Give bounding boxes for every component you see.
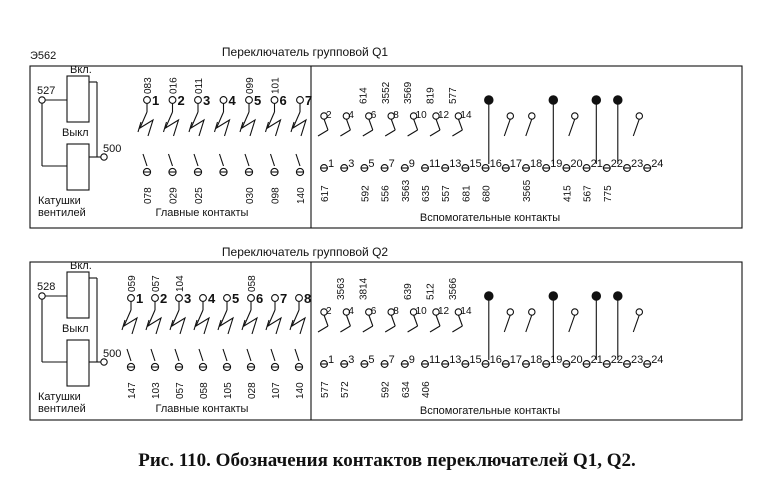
coil-on-label: Вкл. [70,260,92,272]
coil-off-box [67,340,89,386]
aux-contact-blade [363,326,373,332]
aux-contact-blade [430,326,440,332]
aux-contact-bottom-wire: 680 [481,185,493,202]
aux-contact-bottom-number: 21 [590,354,603,366]
main-contact-top-terminal [272,295,279,302]
aux-junction-node [485,292,493,300]
main-contact-bottom-wire: 029 [168,187,180,204]
panel-q2 [30,245,742,420]
aux-contact-bottom-number: 3 [348,354,355,366]
main-contact-lead [151,349,155,361]
main-contact-number: 7 [305,93,313,108]
main-contact-bottom-wire: 140 [296,187,307,204]
aux-contact-top-wire: 614 [358,87,370,104]
coil-caption-line-2: вентилей [38,403,86,415]
aux-contact-bottom-number: 5 [368,354,375,366]
aux-contact-blade [526,315,532,332]
aux-contact-bottom-number: 22 [610,158,624,170]
aux-contact-top-wire: 3569 [403,81,415,104]
main-contact-lead [175,349,179,361]
panel-corner-tag: Э562 [30,50,57,62]
aux-contact-top-wire: 512 [425,283,437,300]
aux-contact-top-number: 4 [348,110,354,121]
aux-junction-node [549,292,557,300]
aux-junction-node [614,96,622,104]
main-contact-blade [268,310,281,334]
main-contact-blade [148,310,161,334]
coil-caption-line-1: Катушки [38,391,81,403]
main-contact-top-terminal [128,295,135,302]
aux-contact-top-wire: 3566 [448,277,459,300]
main-contact-top-terminal [220,97,227,104]
aux-contact-top-number: 12 [438,306,450,317]
aux-contact-bottom-number: 17 [509,354,523,366]
aux-contact-top-terminal [636,309,642,315]
main-contact-lead [247,349,251,361]
coil-caption-line-1: Катушки [38,195,81,207]
aux-contact-top-number: 10 [415,110,427,121]
main-contact-bottom-wire: 140 [295,382,306,399]
aux-contact-blade [385,326,395,332]
coil-wire-label: 528 [37,281,56,293]
aux-contact-bottom-number: 5 [368,158,375,170]
main-contact-blade [293,112,306,136]
main-contact-number: 7 [280,291,288,306]
aux-contact-blade [633,119,639,136]
main-contact-top-wire: 059 [127,275,138,292]
main-contact-top-terminal [144,97,151,104]
main-contact-lead [220,154,224,166]
aux-contact-blade [430,130,440,136]
main-contact-top-terminal [271,97,278,104]
aux-contact-bottom-number: 17 [509,158,523,170]
main-contact-bottom-wire: 028 [247,382,258,399]
aux-contact-top-number: 10 [415,306,427,317]
aux-contact-top-wire: 819 [425,87,437,104]
aux-contact-bottom-number: 9 [408,158,415,170]
main-contact-blade [196,310,209,334]
aux-contact-bottom-number: 1 [328,354,335,366]
main-contact-blade [220,310,233,334]
aux-contact-top-number: 2 [326,110,332,121]
aux-contact-bottom-number: 11 [429,158,441,170]
main-contact-lead [296,154,300,166]
aux-contacts-label: Вспомогательные контакты [419,405,561,417]
aux-contact-blade [340,326,350,332]
aux-junction-node [614,292,622,300]
aux-contact-top-number: 8 [393,306,399,317]
coil-terminal [39,97,45,103]
panel-title: Переключатель групповой Q2 [221,245,389,259]
aux-contact-top-wire: 639 [403,283,415,300]
main-contact-bottom-wire: 078 [143,187,154,204]
aux-contact-bottom-number: 19 [550,158,563,170]
aux-contact-blade [385,130,395,136]
aux-contact-bottom-number: 22 [610,354,624,366]
main-contact-lead [127,349,131,361]
main-contact-number: 2 [160,291,168,306]
aux-junction-node [549,96,557,104]
main-contact-top-wire: 099 [245,77,256,94]
aux-contact-bottom-number: 3 [348,158,355,170]
aux-contact-bottom-wire: 577 [320,381,331,398]
main-contact-top-wire: 083 [143,77,154,94]
aux-contact-bottom-number: 13 [449,354,462,366]
aux-contact-bottom-wire: 681 [461,185,473,202]
main-contact-top-terminal [246,97,253,104]
main-contact-top-terminal [152,295,159,302]
coil-terminal [39,293,45,299]
main-contact-blade [166,112,179,136]
main-contact-lead [271,154,275,166]
aux-contact-bottom-number: 24 [651,354,664,366]
coil-off-label: Выкл [62,127,89,139]
main-contact-bottom-wire: 105 [223,382,234,399]
aux-contact-bottom-number: 7 [388,158,395,170]
main-contact-top-wire: 104 [175,275,186,292]
aux-contact-blade [504,315,510,332]
aux-contact-blade [452,326,462,332]
main-contact-blade [244,310,257,334]
aux-contact-bottom-number: 21 [590,158,603,170]
coil-out-wire-label: 500 [103,348,122,360]
aux-junction-node [592,292,600,300]
coil-off-label: Выкл [62,323,89,335]
main-contact-blade [268,112,281,136]
main-contact-top-wire: 011 [194,78,205,94]
coil-out-wire-label: 500 [103,143,122,155]
aux-contact-bottom-number: 15 [469,158,482,170]
main-contact-number: 6 [279,93,287,108]
aux-contact-bottom-number: 23 [631,354,644,366]
aux-contact-blade [569,315,575,332]
aux-contact-top-number: 2 [326,306,332,317]
aux-contact-top-terminal [529,309,535,315]
aux-contact-top-number: 14 [460,110,472,121]
main-contact-blade [140,112,153,136]
aux-contact-bottom-number: 15 [469,354,482,366]
aux-contact-bottom-number: 16 [489,354,502,366]
aux-contact-top-terminal [507,309,513,315]
aux-contact-bottom-number: 19 [550,354,563,366]
main-contact-blade [191,112,204,136]
main-contact-number: 4 [228,93,236,108]
aux-contact-bottom-number: 18 [530,354,543,366]
main-contact-top-terminal [176,295,183,302]
main-contact-number: 2 [177,93,185,108]
aux-contact-top-number: 6 [370,110,377,121]
main-contact-lead [245,154,249,166]
main-contact-lead [271,349,275,361]
coil-on-label: Вкл. [70,64,92,76]
aux-contact-bottom-wire: 3565 [522,179,533,202]
aux-contact-bottom-wire: 634 [400,381,412,398]
main-contact-number: 4 [208,291,216,306]
aux-contact-blade [569,119,575,136]
figure-caption: Рис. 110. Обозначения контактов переключателей Q1, Q2. [138,450,636,471]
aux-contact-top-terminal [572,309,578,315]
main-contact-lead [295,349,299,361]
main-contact-top-terminal [224,295,231,302]
aux-contact-top-wire: 3563 [336,277,347,300]
coil-wire-label: 527 [37,85,56,97]
aux-contact-top-terminal [507,113,513,119]
main-contact-lead [223,349,227,361]
main-contact-bottom-wire: 030 [245,187,256,204]
aux-contact-bottom-number: 7 [388,354,395,366]
aux-contact-bottom-wire: 592 [380,381,392,398]
aux-contact-bottom-wire: 3563 [400,179,412,202]
aux-contact-blade [318,130,328,136]
panel-title: Переключатель групповой Q1 [221,45,389,59]
aux-junction-node [592,96,600,104]
main-contact-bottom-wire: 107 [271,382,282,399]
main-contact-number: 3 [184,291,192,306]
main-contact-number: 1 [136,291,144,306]
main-contact-bottom-wire: 058 [199,382,210,399]
aux-contact-bottom-wire: 556 [380,185,392,202]
aux-contact-bottom-wire: 617 [320,185,331,202]
main-contact-bottom-wire: 147 [127,382,138,399]
aux-contact-bottom-number: 13 [449,158,462,170]
aux-contact-bottom-wire: 572 [340,381,352,398]
aux-contact-top-terminal [636,113,642,119]
aux-contact-bottom-wire: 415 [562,185,574,202]
aux-contact-bottom-number: 11 [429,354,441,366]
aux-contact-bottom-number: 1 [328,158,335,170]
main-contact-lead [143,154,147,166]
main-contact-top-terminal [296,295,303,302]
main-contact-bottom-wire: 103 [151,382,162,399]
aux-junction-node [485,96,493,104]
main-contacts-label: Главные контакты [155,207,249,219]
aux-contact-top-number: 6 [370,306,377,317]
main-contact-number: 5 [232,291,240,306]
aux-contact-bottom-wire: 557 [441,185,453,202]
main-contact-top-terminal [195,97,202,104]
main-contact-number: 6 [256,291,264,306]
main-contact-bottom-wire: 025 [194,187,205,204]
aux-contact-top-wire: 3552 [380,81,392,104]
aux-contact-blade [363,130,373,136]
coil-on-box [67,272,89,318]
aux-contact-blade [408,130,418,136]
main-contact-blade [242,112,255,136]
aux-contact-bottom-number: 20 [570,158,583,170]
main-contact-top-terminal [200,295,207,302]
aux-contact-blade [504,119,510,136]
main-contact-top-wire: 057 [151,275,162,292]
aux-contact-top-number: 14 [460,306,472,317]
aux-contact-bottom-wire: 775 [602,185,614,202]
aux-contact-top-number: 12 [438,110,450,121]
main-contact-number: 5 [254,93,262,108]
aux-contact-blade [526,119,532,136]
main-contact-blade [292,310,305,334]
aux-contact-bottom-number: 20 [570,354,583,366]
aux-contact-top-number: 4 [348,306,354,317]
main-contact-lead [169,154,173,166]
aux-contact-blade [318,326,328,332]
coil-off-box [67,144,89,190]
aux-contact-bottom-wire: 567 [582,185,594,202]
main-contact-lead [194,154,198,166]
aux-contact-bottom-wire: 592 [360,185,372,202]
aux-contact-blade [408,326,418,332]
main-contact-blade [217,112,230,136]
aux-contact-top-wire: 577 [448,87,459,104]
coil-caption-line-2: вентилей [38,207,86,219]
main-contact-number: 8 [304,291,312,306]
main-contact-top-wire: 058 [247,275,258,292]
aux-contact-bottom-wire: 635 [421,185,432,202]
main-contacts-label: Главные контакты [155,403,249,415]
main-contact-top-terminal [297,97,304,104]
main-contact-top-wire: 016 [168,77,180,94]
main-contact-blade [124,310,137,334]
aux-contacts-label: Вспомогательные контакты [419,212,561,224]
main-contact-number: 1 [152,93,160,108]
aux-contact-top-wire: 3814 [358,277,370,300]
coil-on-box [67,76,89,122]
main-contact-bottom-wire: 057 [175,382,186,399]
main-contact-top-wire: 101 [270,77,282,94]
aux-contact-bottom-number: 18 [530,158,543,170]
aux-contact-bottom-number: 24 [651,158,664,170]
aux-contact-bottom-wire: 406 [421,381,432,398]
main-contact-top-terminal [248,295,255,302]
main-contact-number: 3 [203,93,211,108]
aux-contact-blade [633,315,639,332]
aux-contact-bottom-number: 9 [408,354,415,366]
main-contact-top-terminal [169,97,176,104]
main-contact-lead [199,349,203,361]
aux-contact-blade [452,130,462,136]
aux-contact-top-terminal [572,113,578,119]
aux-contact-blade [340,130,350,136]
panel-q1 [30,45,742,228]
aux-contact-bottom-number: 23 [631,158,644,170]
main-contact-bottom-wire: 098 [270,187,282,204]
aux-contact-bottom-number: 16 [489,158,502,170]
main-contact-blade [172,310,185,334]
aux-contact-top-terminal [529,113,535,119]
aux-contact-top-number: 8 [393,110,399,121]
